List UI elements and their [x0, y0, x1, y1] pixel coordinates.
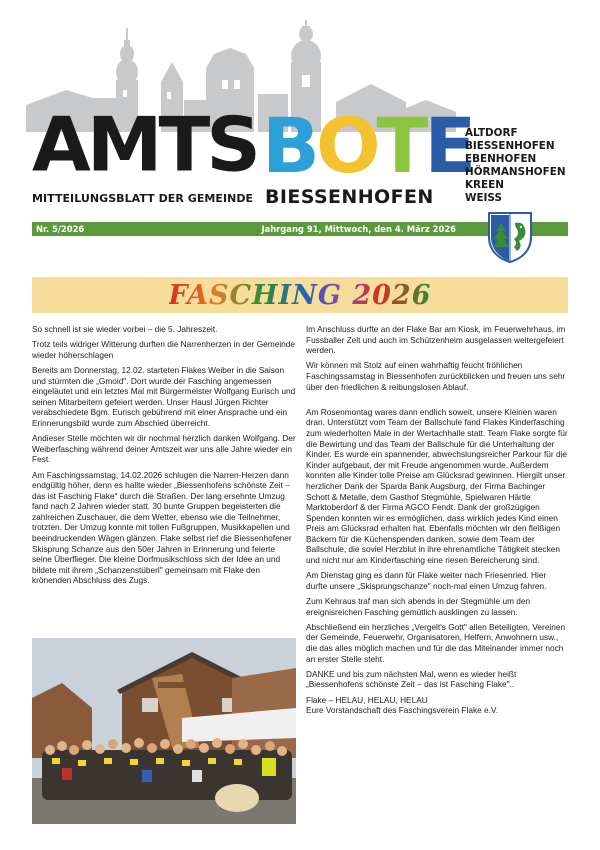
- article-banner: [32, 277, 568, 313]
- bote-letter-b: B: [262, 101, 316, 190]
- paragraph: Am Dienstag ging es dann für Flake weiter nach Friesenried. Hier durfte unsere „Skisprungschanze" noch-mal einen Umzug fahren.: [306, 570, 547, 591]
- paragraph: Wir können mit Stolz auf einen wahrhaftig feucht fröhlichen Faschingssamstag in Biessenhofen zurückblicken und freuen uns sehr über den friedlichen & reibungslosen Ablauf.: [306, 360, 566, 392]
- village-item: KREEN: [465, 179, 504, 191]
- article-column-right: [306, 324, 568, 720]
- carnival-group-image: [32, 638, 296, 824]
- paragraph-cheer: Flake – HELAU, HELAU, HELAU: [306, 694, 428, 705]
- paragraph: Andieser Stelle möchten wir dir nochmal herzlich danken Wolfgang. Der Weiberfasching während deiner Amtszeit war uns alle Jahre wieder ein Fest.: [32, 433, 296, 465]
- paragraph: Bereits am Donnerstag, 12.02. starteten Flakes Weiber in die Saison und stürmten die „Gmoid". Dort wurde der Fasching angemessen eingeläutet und ein letztes Mal mit Bürgermeister Wolfgang Eurisch und seinen Mitarbeitern gefeiert werden. Unser Hausl Jürgen Richter verabschiedete Bgm. Eurisch gebührend mit einer Ansprache und ein Erinnerungsbild wurde zum Abschied überreicht.: [32, 364, 296, 428]
- paragraph: Trotz teils widriger Witterung durften die Narrenherzen in der Gemeinde wieder höherschlagen: [32, 339, 296, 360]
- paragraph: So schnell ist sie wieder vorbei – die 5. Jahreszeit.: [32, 324, 218, 334]
- paragraph: Im Anschluss durfte an der Flake Bar am Kiosk, im Feuerwehrhaus, im Fussballer Zelt und auch im Schützenheim ausgelassen weitergefeiert werden.: [306, 324, 566, 356]
- paragraph: Am Rosenmontag wares dann endlich soweit, unsere Kleinen waren dran. Unterstützt vom Team der Ballschule fand Flakes Kinderfasching zum wiederholten Male in der Wertachhalle statt. Team Flake sorgte für die Bewirtung und das Team der Ballschule für die Unterhaltung der Kinder. Es wurde ein spannender, abwechslungsreicher Parkour für die Kinder aufgebaut, der mit Freude angenommen wurde. Außerdem konnten alle Kinder tolle Preise am Glücksrad gewinnen. Hiergilt unser herzlicher Dank der Sparda Bank Augsburg, der Firma Bachinger Schott & Metalle, dem Gasthof Stegmühle, Spielwaren Härtle Marktoberdorf & der Firma AGCO Fendt. Dank der großzügigen Spenden konnten wir es ermöglichen, dass wirklich jedes Kind einen Preis am Glücksrad erhalten hat. Ebenfalls möchten wir den fleißigen Bäckern für die Küchenspenden danken, sowie dem Team der Ballschule, die soviel Herzblut in ihre ehrenamtliche Tätigkeit stecken und nicht nur am Kinderfasching eine riesen Bereicherung sind.: [306, 406, 568, 566]
- issue-number: Nr. 5/2026: [36, 224, 85, 234]
- village-item: BIESSENHOFEN: [465, 140, 555, 152]
- paragraph: Am Faschingssamstag, 14.02.2026 schlugen die Narren-Herzen dann endgültig höher, denn es hallte wieder „Biessenhofens schönste Zeit – das ist Fasching Flake" durch die Straßen. Der lang ersehnte Umzug fand nach 2 Jahren wieder statt. 30 bunte Gruppen begeisterten die zahlreichen Zuschauer, die dem Wetter, ebenso wie die Teilnehmer, trotzten. Der Umzug konnte mit tollen Fußgruppen, Musikkapellen und beeindruckenden Wägen glänzen. Flake selbst rief die Biessenhofener Skisprung Schanze aus den 50er Jahren in Erinnerung und feierte seine Überflieger. Die kleine Dorfmusikschloss sich der Idee an und bildete mit ihrem „Schanzenstüberl" gemeinsam mit Flake den krönenden Abschluss des Zugs.: [32, 469, 292, 586]
- masthead-bote: [262, 101, 473, 190]
- paragraph: Abschließend ein herzliches „Vergelt's Gott" allen Beteiligten, Vereinen der Gemeinde, Feuerwehr, Organisatoren, Helfern, Anwohnern usw., die das alles möglich machen und für die das Miteinander immer noch an erster Stelle steht.: [306, 621, 566, 664]
- article-column-left: [32, 324, 296, 591]
- village-item: HÖRMANSHOFEN: [465, 166, 566, 178]
- village-item: WEISS: [465, 192, 502, 204]
- masthead-subtitle: MITTEILUNGSBLATT DER GEMEINDE: [32, 192, 254, 205]
- masthead-amts: AMTS: [32, 101, 258, 189]
- bote-letter-t: T: [376, 101, 425, 190]
- paragraph: Zum Kehraus traf man sich abends in der Stegmühle um den ereignisreichen Fasching gemütlich ausklingen zu lassen.: [306, 596, 531, 617]
- bote-letter-o: O: [315, 101, 377, 190]
- group-photo: [32, 638, 296, 824]
- coat-of-arms-icon: [487, 211, 533, 263]
- paragraph: DANKE und bis zum nächsten Mal, wenn es wieder heißt „Biessenhofens schönste Zeit – das ist Fasching Flake"..: [306, 668, 517, 690]
- village-item: EBENHOFEN: [465, 153, 537, 165]
- article-title: FASCHING 2026: [168, 279, 432, 311]
- village-item: ALTDORF: [465, 127, 518, 139]
- issue-date: Jahrgang 91, Mittwoch, den 4. März 2026: [261, 224, 456, 234]
- bote-letter-e: E: [424, 101, 473, 190]
- village-list: [465, 127, 566, 205]
- masthead-town: BIESSENHOFEN: [265, 186, 434, 208]
- paragraph-signature: Eure Vorstandschaft des Faschingsverein Flake e.V.: [306, 705, 499, 716]
